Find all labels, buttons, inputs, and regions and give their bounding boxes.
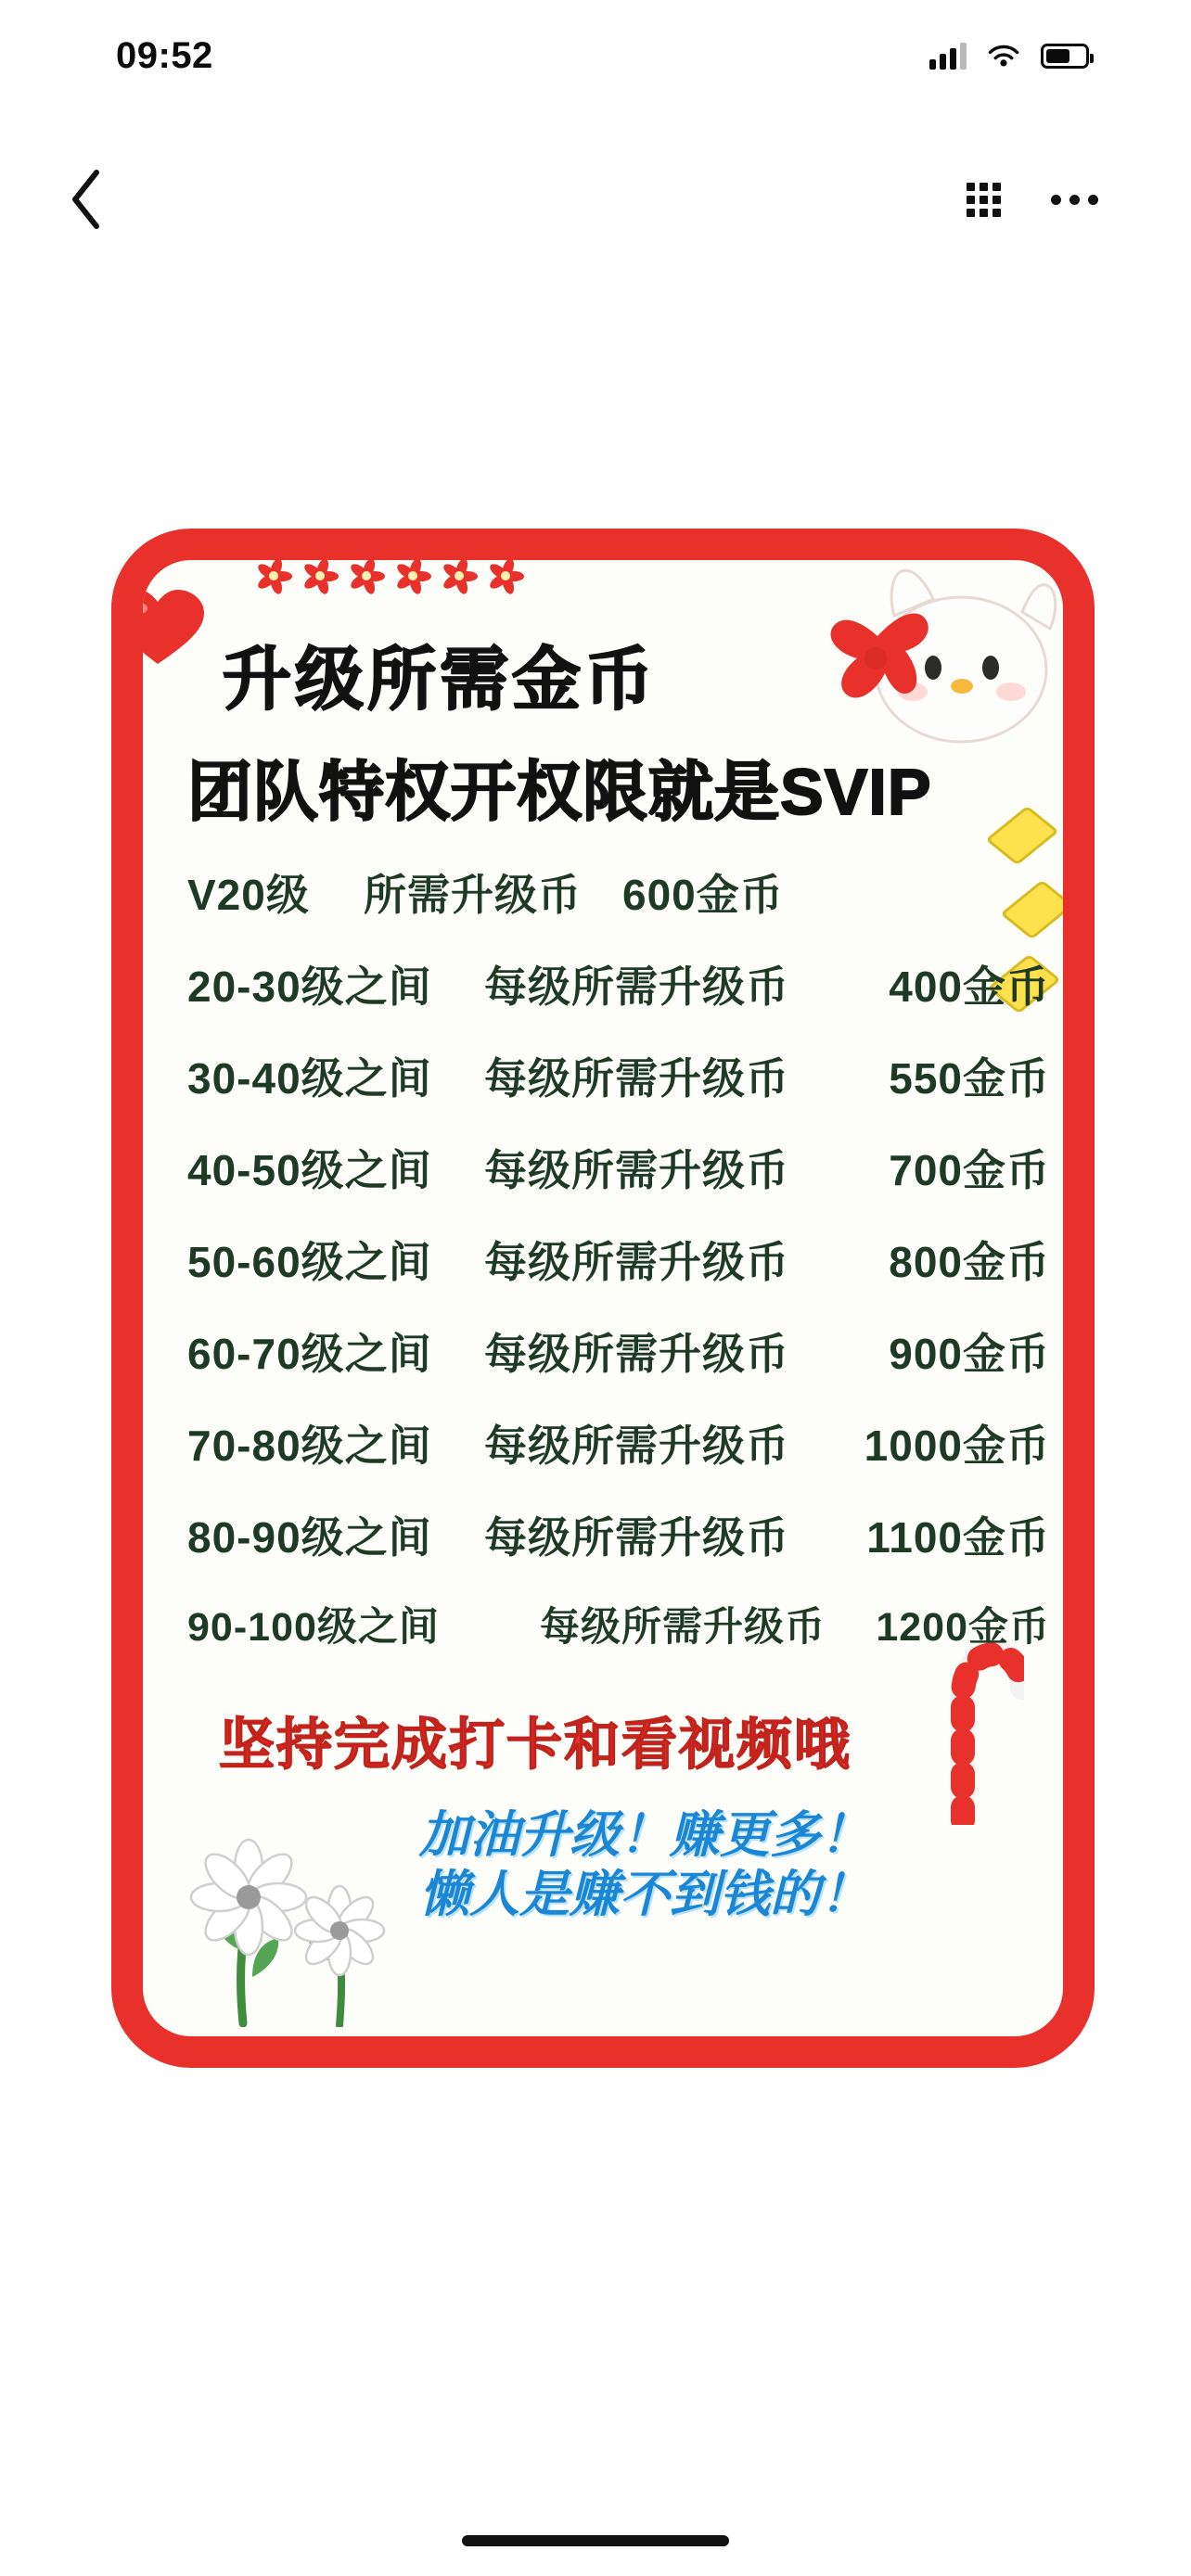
row-range: V20级 [187, 871, 310, 919]
row-desc: 每级所需升级币 [484, 1238, 789, 1286]
row-range: 30-40级之间 [187, 1054, 432, 1103]
row-range: 80-90级之间 [187, 1513, 432, 1562]
row-desc: 每级所需升级币 [484, 1422, 789, 1470]
row-range: 70-80级之间 [187, 1422, 432, 1470]
row-cost: 800金币 [889, 1238, 1050, 1286]
nav-actions [967, 183, 1098, 217]
row-desc: 所需升级币 [364, 871, 582, 919]
row-cost: 1200金币 [876, 1605, 1050, 1650]
poster-card [111, 529, 1095, 2068]
row-cost: 600金币 [622, 871, 784, 919]
chevron-left-icon [67, 167, 109, 232]
poster-subtitle: 团队特权开权限就是SVIP [187, 756, 932, 828]
poster-footer-red: 坚持完成打卡和看视频哦 [219, 1714, 852, 1776]
table-row [187, 1045, 1050, 1137]
row-cost: 1000金币 [864, 1422, 1050, 1470]
table-row [187, 1229, 1050, 1320]
table-row [187, 1320, 1050, 1412]
poster-footer-blue-line2: 懒人是赚不到钱的！ [419, 1866, 870, 1922]
navigation-bar [0, 148, 1191, 250]
poster-title: 升级所需金币 [223, 641, 657, 718]
row-range: 50-60级之间 [187, 1238, 432, 1286]
battery-fill [1046, 49, 1069, 63]
poster-image[interactable] [111, 529, 1095, 2068]
upgrade-cost-table [187, 861, 1050, 1688]
row-cost: 400金币 [889, 963, 1050, 1011]
row-cost: 700金币 [889, 1146, 1050, 1194]
table-row [187, 1412, 1050, 1504]
status-bar [0, 0, 1191, 111]
wifi-icon [985, 42, 1022, 70]
row-cost: 1100金币 [866, 1513, 1050, 1562]
row-desc: 每级所需升级币 [484, 1330, 789, 1378]
table-row [187, 1137, 1050, 1229]
status-clock: 09:52 [116, 34, 213, 76]
row-desc: 每级所需升级币 [484, 1146, 789, 1194]
row-desc: 每级所需升级币 [484, 963, 789, 1011]
table-row [187, 953, 1050, 1045]
row-range: 60-70级之间 [187, 1330, 432, 1378]
table-row [187, 1504, 1050, 1596]
flower-garland-icon [252, 555, 527, 597]
poster-footer-blue-line1: 加油升级！赚更多！ [419, 1807, 870, 1863]
back-button[interactable] [46, 158, 130, 241]
poster-content [143, 560, 1063, 2036]
home-indicator[interactable] [462, 2535, 729, 2546]
row-range: 90-100级之间 [187, 1605, 440, 1650]
row-cost: 900金币 [889, 1330, 1050, 1378]
row-range: 20-30级之间 [187, 963, 432, 1011]
row-desc: 每级所需升级币 [484, 1513, 789, 1562]
row-range: 40-50级之间 [187, 1146, 432, 1194]
row-desc: 每级所需升级币 [484, 1054, 789, 1103]
poster-footer-blue [180, 1806, 1026, 1924]
row-desc: 每级所需升级币 [540, 1605, 826, 1650]
heart-icon [111, 584, 204, 670]
battery-icon [1041, 44, 1089, 69]
signal-bars-icon [929, 42, 967, 70]
row-cost: 550金币 [889, 1054, 1050, 1103]
table-row [187, 1596, 1050, 1688]
table-row [187, 861, 1050, 953]
status-indicators [929, 42, 1089, 70]
more-options-icon[interactable] [1051, 195, 1098, 205]
grid-menu-icon[interactable] [967, 183, 1001, 217]
